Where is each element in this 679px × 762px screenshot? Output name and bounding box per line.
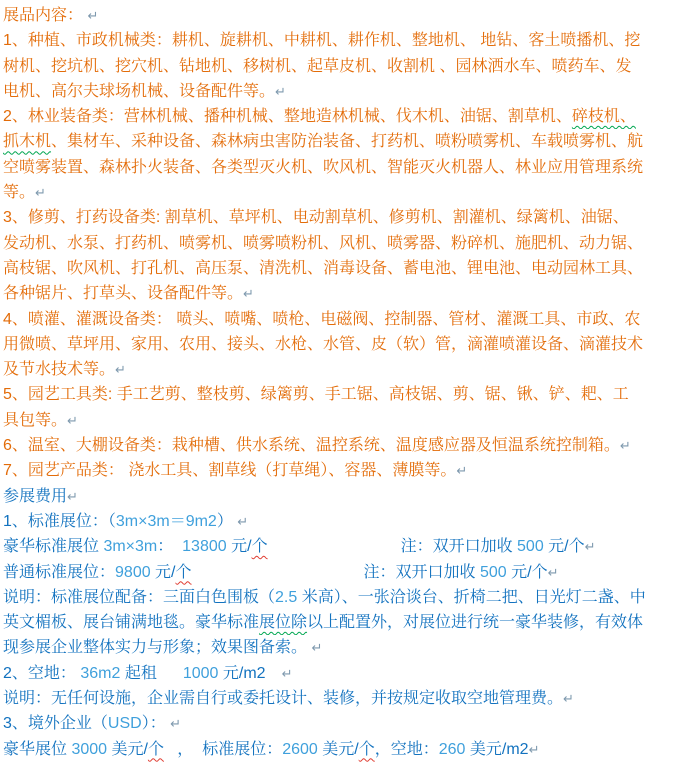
- text-line: [3, 104, 679, 129]
- paragraph-mark-icon: ↵: [563, 691, 574, 707]
- text-line: [3, 205, 679, 230]
- spacing-gap: [266, 677, 282, 678]
- text-line: [3, 661, 679, 686]
- text-run: ，空地：: [374, 740, 439, 758]
- text-line: [3, 3, 679, 28]
- spellcheck-red-underline: 个: [175, 563, 192, 581]
- text-line: [3, 433, 679, 458]
- text-run: 美元/: [317, 740, 359, 758]
- text-run: 普通标准展位：: [3, 563, 116, 581]
- text-run: 元/m2: [218, 664, 266, 682]
- text-run: 1、种植、市政机械类：耕机、旋耕机、中耕机、耕作机、整地机、 地钻、客土喷播机、挖: [3, 32, 641, 50]
- text-run: 3000: [71, 740, 108, 758]
- paragraph-mark-icon: ↵: [584, 539, 596, 555]
- text-line: [3, 332, 679, 357]
- text-line: [3, 281, 679, 306]
- paragraph-mark-icon: ↵: [170, 716, 182, 732]
- text-run: 6、温室、大棚设备类：栽种槽、供水系统、温控系统、温度感应器及恒温系统控制箱。: [3, 437, 620, 455]
- text-run: 豪华展位: [3, 740, 72, 758]
- paragraph-mark-icon: ↵: [456, 463, 468, 479]
- text-run: 13800: [182, 538, 227, 556]
- text-run: 注：双开口加收: [400, 538, 518, 556]
- spellcheck-green-underline: 展位除: [259, 614, 308, 632]
- spellcheck-red-underline: 个: [358, 740, 375, 758]
- text-line: [3, 231, 679, 256]
- spellcheck-red-underline: 个: [251, 538, 268, 556]
- paragraph-mark-icon: ↵: [115, 362, 126, 378]
- text-run: 260: [438, 740, 466, 758]
- text-line: [3, 737, 679, 762]
- text-run: 500: [479, 563, 507, 581]
- text-line: [3, 28, 679, 53]
- text-line: [3, 54, 679, 79]
- text-line: [3, 484, 679, 509]
- text-run: 1000: [182, 664, 219, 682]
- spacing-gap: [268, 550, 401, 551]
- text-run: 具包等。: [3, 411, 68, 429]
- text-run: 电机、高尔夫球场机械、设备配件等。: [3, 82, 276, 100]
- text-line: [3, 686, 679, 711]
- text-line: [3, 458, 679, 483]
- spellcheck-green-underline: 抓木机: [3, 133, 52, 151]
- paragraph-mark-icon: ↵: [281, 665, 293, 681]
- text-run: 5、园艺工具类: 手工艺剪、整枝剪、绿篱剪、手工锯、高枝锯、剪、锯、锹、铲、耙、工: [3, 386, 629, 404]
- text-line: [3, 307, 679, 332]
- text-run: 空喷雾装置、森林扑火装备、各类型灭火机、吹风机、智能灭火机器人、林业应用管理系统: [3, 158, 644, 176]
- text-line: [3, 560, 679, 585]
- text-run: 3、修剪、打药设备类: 割草机、草坪机、电动割草机、修剪机、割灌机、绿篱机、油锯、: [3, 209, 629, 227]
- text-run: 发动机、水泵、打药机、喷雾机、喷雾喷粉机、风机、喷雾器、粉碎机、施肥机、动力锯、: [3, 234, 644, 252]
- text-run: 美元/: [107, 740, 148, 758]
- paragraph-mark-icon: ↵: [528, 741, 540, 757]
- text-run: 2.5: [275, 588, 298, 606]
- text-line: [3, 635, 679, 660]
- text-run: 2600: [282, 740, 318, 758]
- text-line: [3, 408, 679, 433]
- text-run: 7、园艺产品类： 浇水工具、割草线（打草绳）、容器、薄膜等。: [3, 462, 457, 480]
- text-run: 4、喷灌、灌溉设备类： 喷头、喷嘴、喷枪、电磁阀、控制器、管材、灌溉工具、市政、农: [3, 310, 641, 328]
- text-run: ， 标准展位：: [163, 740, 283, 758]
- text-run: 元/: [150, 563, 176, 581]
- text-run: 2、林业装备类：营林机械、播种机械、整地造林机械、伐木机、油锯、割草机、: [3, 108, 572, 126]
- paragraph-mark-icon: ↵: [67, 412, 78, 428]
- text-run: 米高）、一张洽谈台、折椅二把、日光灯二盏、中: [297, 588, 646, 606]
- text-run: 以上配置外，对展位进行统一豪华装修，有效体: [307, 614, 644, 632]
- text-line: [3, 382, 679, 407]
- text-line: [3, 155, 679, 180]
- text-run: 高枝锯、吹风机、打孔机、高压泵、清洗机、消毒设备、蓄电池、锂电池、电动园林工具、: [3, 259, 644, 277]
- text-run: 豪华标准展位: [3, 538, 104, 556]
- spellcheck-green-underline: 碎枝机、: [571, 108, 636, 126]
- text-run: 1、标准展位：（: [3, 512, 116, 530]
- text-line: [3, 129, 679, 154]
- text-run: 等。: [3, 184, 36, 202]
- text-run: 及节水技术等。: [3, 361, 116, 379]
- text-run: USD: [107, 715, 142, 733]
- text-run: 展品内容：: [3, 7, 88, 24]
- paragraph-mark-icon: ↵: [311, 640, 323, 656]
- text-run: ）: [216, 512, 238, 530]
- text-run: 元/: [226, 538, 252, 556]
- text-run: 参展费用: [3, 487, 68, 505]
- text-line: [3, 256, 679, 281]
- text-run: 9800: [115, 563, 151, 581]
- text-run: 起租: [120, 664, 157, 682]
- paragraph-mark-icon: ↵: [547, 564, 559, 580]
- text-line: [3, 585, 679, 610]
- text-line: [3, 357, 679, 382]
- paragraph-mark-icon: ↵: [67, 488, 78, 504]
- paragraph-mark-icon: ↵: [275, 83, 286, 99]
- spacing-gap: [157, 677, 183, 678]
- paragraph-mark-icon: ↵: [619, 438, 631, 454]
- text-run: ）：: [141, 715, 171, 733]
- text-line: [3, 534, 679, 559]
- text-run: 3m×3m: [103, 538, 158, 556]
- text-run: 500: [517, 538, 544, 556]
- text-run: 英文楣板、展台铺满地毯。豪华标准: [3, 614, 260, 632]
- text-run: 树机、挖坑机、挖穴机、钻地机、移树机、起草皮机、收割机 、园林洒水车、喷药车、发: [3, 57, 632, 75]
- text-run: 元/个: [543, 538, 585, 556]
- text-run: 现参展企业整体实力与形象；效果图备索。: [3, 639, 312, 657]
- text-run: 3、境外企业（: [3, 715, 108, 733]
- text-run: 美元/m2: [465, 740, 529, 758]
- text-run: 各种锯片、打草头、设备配件等。: [3, 285, 244, 303]
- text-run: 说明：无任何设施，企业需自行或委托设计、装修，并按规定收取空地管理费。: [3, 690, 564, 708]
- text-run: ：: [157, 538, 183, 556]
- paragraph-mark-icon: ↵: [35, 185, 46, 201]
- text-run: 36m2: [80, 664, 121, 682]
- text-line: [3, 79, 679, 104]
- text-line: [3, 711, 679, 736]
- text-run: 元/个: [506, 563, 548, 581]
- text-run: 3m×3m＝9m2: [115, 512, 217, 530]
- text-run: 注：双开口加收: [363, 563, 480, 581]
- spacing-gap: [192, 576, 364, 577]
- paragraph-mark-icon: ↵: [243, 286, 254, 302]
- paragraph-mark-icon: ↵: [237, 513, 249, 529]
- text-run: 说明：标准展位配备：三面白色围板（: [3, 588, 276, 606]
- text-line: [3, 509, 679, 534]
- text-run: 2、空地：: [3, 664, 81, 682]
- text-run: 、集材车、采种设备、森林病虫害防治装备、打药机、喷粉喷雾机、车载喷雾机、航: [51, 133, 644, 151]
- text-line: [3, 610, 679, 635]
- paragraph-mark-icon: ↵: [87, 8, 99, 23]
- text-run: 用微喷、草坪用、家用、农用、接头、水枪、水管、皮（软）管，滴灌喷灌设备、滴灌技术: [3, 335, 644, 353]
- spellcheck-red-underline: 个: [147, 740, 164, 758]
- text-line: [3, 180, 679, 205]
